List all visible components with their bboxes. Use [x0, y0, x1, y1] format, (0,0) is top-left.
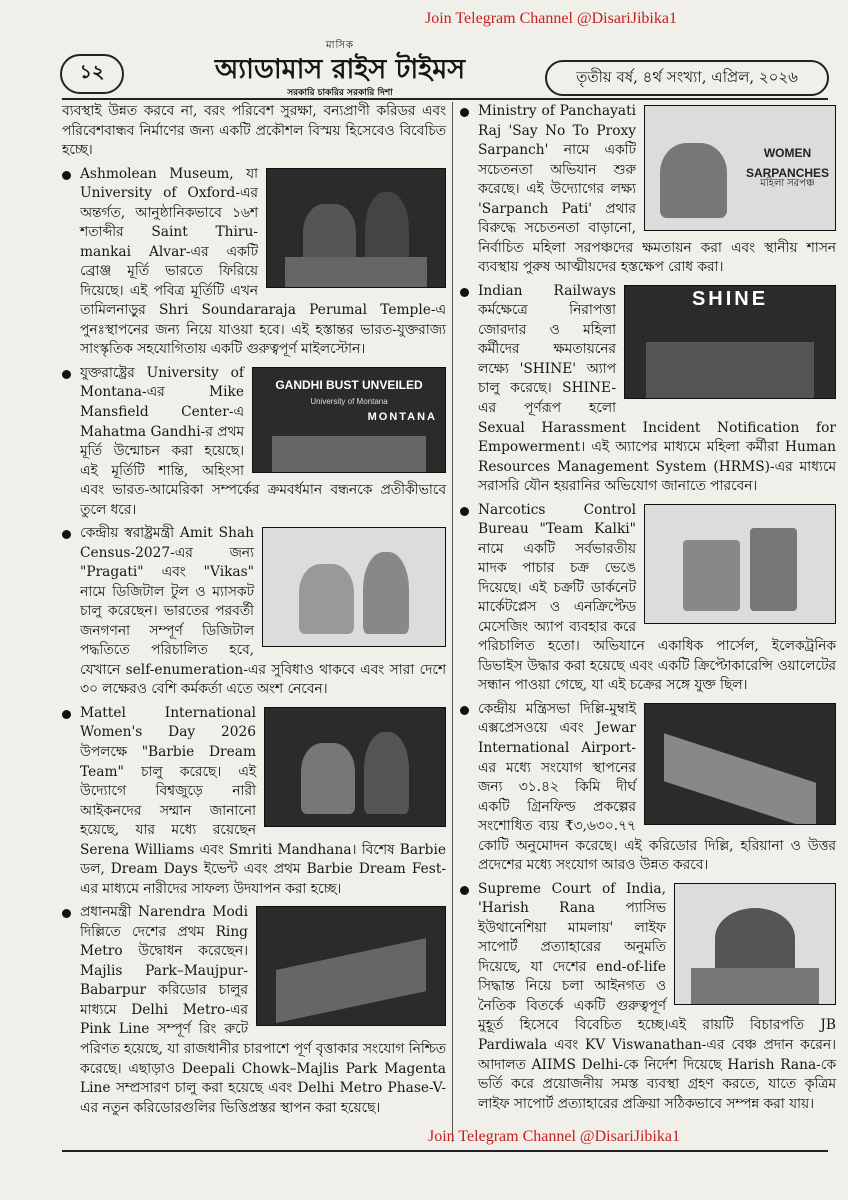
magazine-tagline: সরকারি চাকরির সরকারি দিশা: [287, 88, 393, 98]
article-text: Ministry of Panchayati Raj 'Say No To Proxy Sarpanch' নামে একটি সচেতনতা অভিযান শুরু করেছে। এই উদ্যোগের লক্ষ্য 'Sarpanch Pati' প্রথার বিরুদ্ধে সচেতনতা বাড়ানো, নির্বাচিত মহিলা সরপঞ্চদের ক্ষমতায়ন করা এবং স্থানীয় শাসন ব্যবস্থায় পুরুষ আত্মীয়দের হস্তক্ষেপ রোধ করা।: [478, 103, 836, 276]
article-ring-metro: [62, 903, 446, 1118]
footer-divider: [62, 1150, 828, 1152]
article-gandhi-bust: [62, 364, 446, 520]
column-divider: [452, 102, 453, 1142]
article-shine-app: [460, 282, 836, 497]
article-proxy-sarpanch: [460, 102, 836, 278]
article-text: Supreme Court of India, 'Harish Rana প্যাসিভ ইউথানেশিয়া মামলায়' লাইফ সাপোর্ট প্রত্যাহারের অনুমতি দিয়েছে, যা দেশের end-of-life সিদ্ধান্ত নিয়ে চলা আইনগত ও নৈতিক বিতর্কে একটি গুরুত্বপূর্ণ মুহূর্ত হিসেবে বিবেচিত হচ্ছে।এই রায়টি বিচারপতি JB Pardiwala এবং KV Viswanathan-এর বেঞ্চ প্রদান করেন।আদালত AIIMS Delhi-কে নির্দেশ দিয়েছে Harish Rana-কে ভর্তি করে প্রয়োজনীয় সমস্ত ব্যবস্থা গ্রহণ করতে, যাতে কৃত্রিম লাইফ সাপোর্ট প্রত্যাহারের প্রক্রিয়া সঠিকভাবে সম্পন্ন করা যায়।: [478, 880, 836, 1112]
article-text: যুক্তরাষ্ট্রের University of Montana-এর Mike Mansfield Center-এ Mahatma Gandhi-র প্রথম মূর্তি উন্মোচন করা হয়েছে। এই মূর্তিটি শান্তি, অহিংসা এবং ভারত-আমেরিকা সম্পর্কের ক্রমবর্ধমান বন্ধনকে প্রতীকীভাবে তুলে ধরে।: [80, 364, 446, 518]
bullet-icon: [460, 108, 469, 117]
photo-tag: MONTANA: [367, 410, 437, 423]
barbie-dream-team-photo: [264, 707, 446, 827]
article-text: কেন্দ্রীয় মন্ত্রিসভা দিল্লি-মুম্বাই এক্সপ্রেসওয়ে এবং Jewar International Airport-এর মধ্যে সংযোগ স্থাপনের জন্য ৩১.৪২ কিমি দীর্ঘ একটি গ্রিনফিল্ড প্রকল্পের সংশোধিত ব্যয় ₹৩,৬৩০.৭৭ কোটি অনুমোদন করেছে। এই করিডোর দিল্লি, হরিয়ানা ও উত্তর প্রদেশের মধ্যে সংযোগ আরও উন্নত করবে।: [478, 700, 836, 874]
article-jewar-corridor: [460, 700, 836, 876]
article-barbie: [62, 704, 446, 899]
article-text: Indian Railways কর্মক্ষেত্রে নিরাপত্তা জোরদার ও মহিলা কর্মীদের ক্ষমতায়নের লক্ষ্যে 'SHINE' অ্যাপ চালু করেছে। SHINE-এর পূর্ণরূপ হলো Sexual Harassment Incident Notification for Empowerment। এই অ্যাপের মাধ্যমে মহিলা কর্মীরা Human Resources Management System (HRMS)-এর মাধ্যমে সরাসরি যৌন হয়রানির অভিযোগ জানাতে পারবেন।: [478, 282, 836, 495]
left-column: [62, 102, 446, 1122]
photo-caption: WOMEN SARPANCHES: [745, 146, 830, 180]
article-ashmolean: [62, 165, 446, 360]
census-launch-photo: [262, 527, 446, 647]
magazine-masthead: [200, 38, 480, 100]
gandhi-bust-photo: [252, 367, 446, 473]
issue-info: তৃতীয় বর্ষ, ৪র্থ সংখ্যা, এপ্রিল, ২০২৬: [545, 60, 829, 96]
article-text: Ashmolean Museum, যা University of Oxford-এর অন্তর্গত, আনুষ্ঠানিকভাবে ১৬শ শতাব্দীর Saint Thiru- mankai Alvar-এর একটি ব্রোঞ্জ মূর্তি ভারতে ফিরিয়ে দিয়েছে। এই পবিত্র মূর্তিটি এখন তামিলনাড়ুর Shri Soundararaja Perumal Temple-এ পুনঃস্থাপনের জন্য নিয়ে যাওয়া হবে। এই হস্তান্তর ভারত-যুক্তরাজ্য সাংস্কৃতিক সহযোগিতায় একটি গুরুত্বপূর্ণ মাইলস্টোন।: [80, 165, 446, 358]
seized-parcels-photo: [644, 504, 836, 624]
photo-caption: SHINE: [691, 287, 769, 310]
bronze-idol-photo: [266, 168, 446, 288]
expressway-photo: [644, 703, 836, 825]
women-sarpanches-photo: [644, 105, 836, 231]
article-supreme-court: [460, 880, 836, 1114]
article-team-kalki: [460, 501, 836, 696]
photo-subcaption: মহিলা সরপঞ্চ: [760, 178, 815, 189]
bullet-icon: [460, 507, 469, 516]
article-text: কেন্দ্রীয় স্বরাষ্ট্রমন্ত্রী Amit Shah Census-2027-এর জন্য "Pragati" এবং "Vikas" নামে ডিজিটাল টুল ও ম্যাসকট চালু করেছেন। ভারতের পরবর্তী জনগণনা সম্পূর্ণ ডিজিটাল পদ্ধতিতে পরিচালিত হবে, যেখানে self-enumeration-এর সুবিধাও থাকবে এবং সারা দেশে ৩০ লক্ষেরও বেশি কর্মকর্তা এতে অংশ নেবেন।: [80, 525, 446, 698]
bullet-icon: [62, 909, 71, 918]
magazine-name: অ্যাডামাস রাইস টাইমস: [214, 54, 466, 85]
magazine-frequency: মাসিক: [326, 40, 354, 51]
bullet-icon: [62, 710, 71, 719]
ring-metro-photo: [256, 906, 446, 1026]
article-census: [62, 524, 446, 700]
telegram-watermark-bottom: Join Telegram Channel @DisariJibika1: [428, 1128, 680, 1145]
article-text: Mattel International Women's Day 2026 উপলক্ষে "Barbie Dream Team" চালু করেছে। এই উদ্যোগে বিশ্বজুড়ে নারী আইকনদের সম্মান জানানো হয়েছে, যার মধ্যে রয়েছেন Serena Williams এবং Smriti Mandhana। বিশেষ Barbie ডল, Dream Days ইভেন্ট এবং প্রথম Barbie Dream Fest-এর মাধ্যমে নারীদের সাফল্য উদযাপন করা হচ্ছে।: [80, 704, 446, 897]
page-number: ১২: [60, 54, 124, 94]
header-divider: [62, 98, 828, 100]
bullet-icon: [460, 288, 469, 297]
bullet-icon: [62, 171, 71, 180]
article-text: প্রধানমন্ত্রী Narendra Modi দিল্লিতে দেশের প্রথম Ring Metro উদ্বোধন করেছেন। Majlis Park–Maujpur-Babarpur করিডোর চালুর মাধ্যমে Delhi Metro-এর Pink Line সম্পূর্ণ রিং রুটে পরিণত হয়েছে, যা রাজধানীর চারপাশে পূর্ণ বৃত্তাকার সংযোগ নিশ্চিত করেছে। এছাড়াও Deepali Chowk–Majlis Park Magenta Line সম্প্রসারণ চালু করা হয়েছে এবং Delhi Metro Phase-V-এর নতুন করিডোরগুলির ভিত্তিপ্রস্তর স্থাপন করা হয়েছে।: [80, 904, 446, 1116]
photo-subcaption: University of Montana: [310, 396, 388, 406]
right-column: [460, 102, 836, 1118]
article-text: Narcotics Control Bureau "Team Kalki" নামে একটি সর্বভারতীয় মাদক পাচার চক্র ভেঙে দিয়েছে। এই চক্রটি ডার্কনেট মার্কেটপ্লেস ও এনক্রিপ্টেড মেসেজিং অ্যাপ ব্যবহার করে পরিচালিত হতো। অভিযানে একাধিক পার্সেল, ইলেকট্রনিক ডিভাইস উদ্ধার করা হয়েছে এবং একটি ক্রিপ্টোকারেন্সি ওয়ালেটের সন্ধান পাওয়া গেছে, যা এই চক্রের সঙ্গে যুক্ত ছিল।: [478, 501, 836, 694]
telegram-watermark-top: Join Telegram Channel @DisariJibika1: [425, 10, 677, 27]
bullet-icon: [460, 886, 469, 895]
article-continued: [62, 102, 446, 161]
bullet-icon: [460, 706, 469, 715]
bullet-icon: [62, 530, 71, 539]
supreme-court-photo: [674, 883, 836, 1005]
photo-caption: GANDHI BUST UNVEILED: [275, 377, 423, 392]
shine-app-photo: [624, 285, 836, 399]
bullet-icon: [62, 370, 71, 379]
article-text: ব্যবস্থাই উন্নত করবে না, বরং পরিবেশ সুরক্ষা, বন্যপ্রাণী করিডর এবং পরিবেশবান্ধব নির্মাণের জন্য একটি প্রকৌশল বিস্ময় হিসেবেও বিবেচিত হচ্ছে।: [62, 103, 446, 159]
